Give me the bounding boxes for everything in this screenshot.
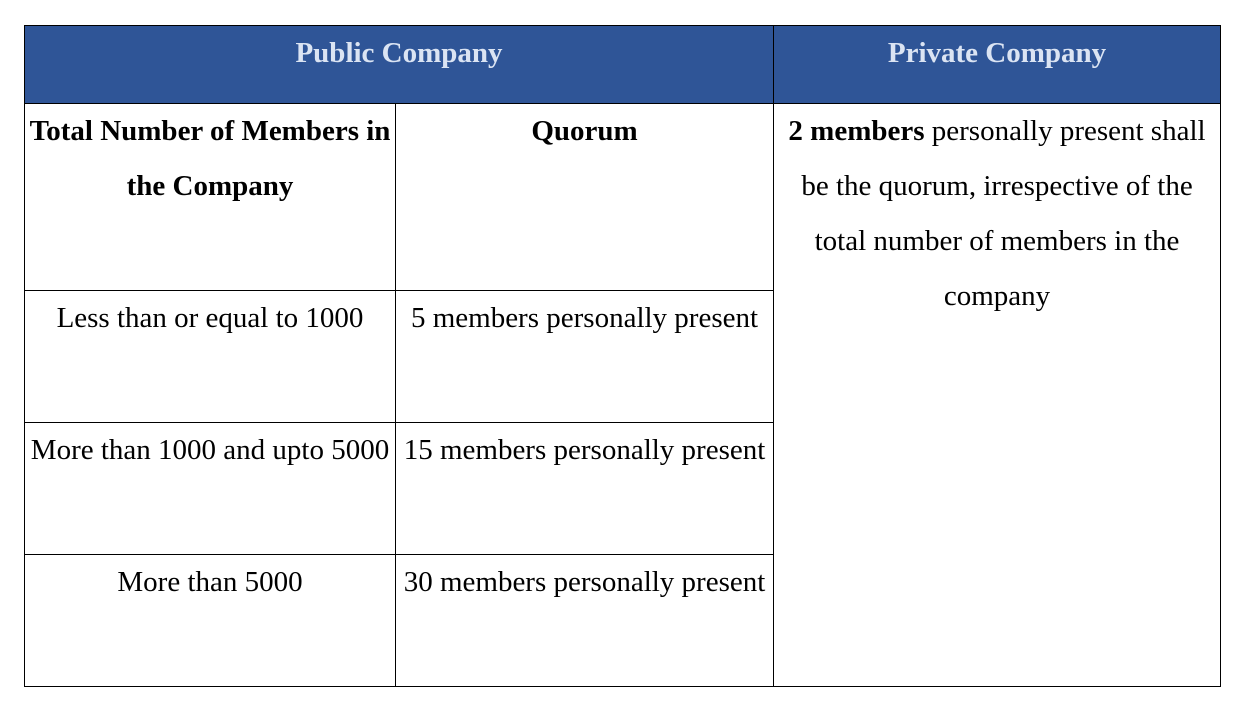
- quorum-cell: 5 members personally present: [396, 291, 774, 423]
- quorum-column-label: Quorum: [531, 115, 638, 147]
- private-company-header: Private Company: [774, 26, 1221, 104]
- quorum-cell: 30 members personally present: [396, 555, 774, 687]
- members-cell: Less than or equal to 1000: [25, 291, 396, 423]
- quorum-column-header: [396, 104, 774, 291]
- members-cell: More than 1000 and upto 5000: [25, 423, 396, 555]
- quorum-cell: 15 members personally present: [396, 423, 774, 555]
- private-company-rule: [774, 104, 1221, 687]
- members-column-header: [25, 104, 396, 291]
- members-cell: More than 5000: [25, 555, 396, 687]
- private-quorum-description: personally present shall be the quorum, irrespective of the total number of members in the company: [801, 115, 1206, 312]
- public-company-header: Public Company: [25, 26, 774, 104]
- private-quorum-count: 2 members: [788, 115, 925, 147]
- quorum-table: [24, 25, 1221, 687]
- header-row: [25, 26, 1221, 104]
- members-column-label: Total Number of Members in the Company: [29, 115, 391, 202]
- column-header-row: [25, 104, 1221, 291]
